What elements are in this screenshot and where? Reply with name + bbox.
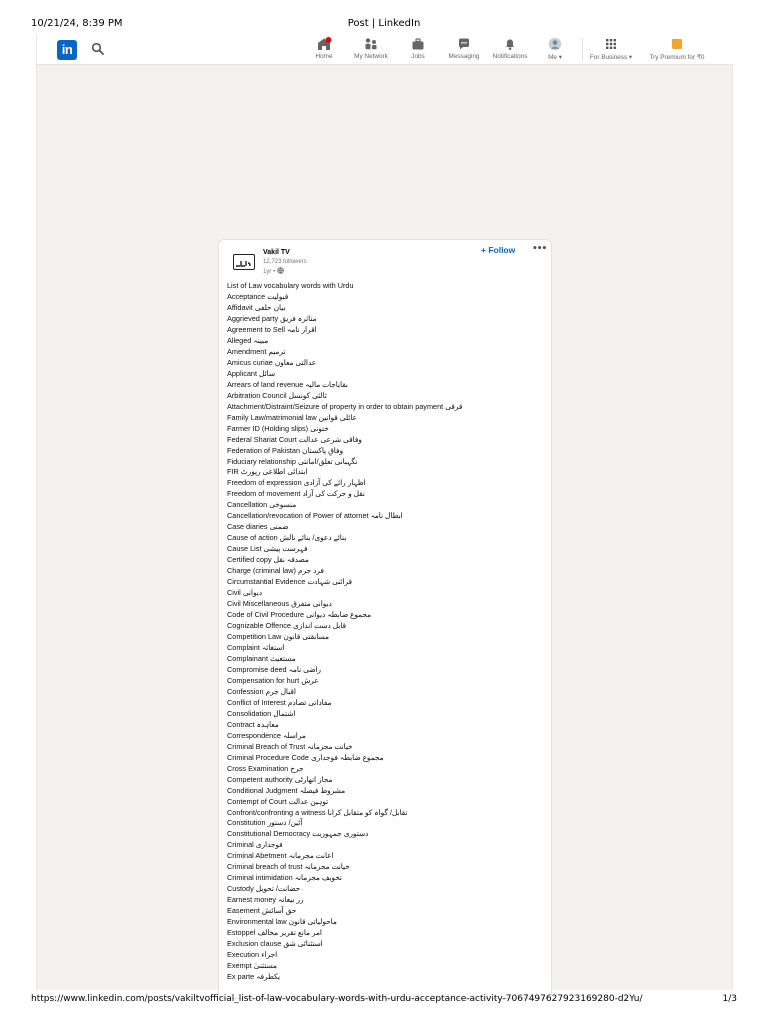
network-icon: [348, 37, 394, 51]
author-name[interactable]: Vakil TV: [263, 249, 290, 256]
post-time: 1yr •: [263, 269, 276, 275]
linkedin-logo[interactable]: in: [57, 40, 77, 60]
post-text-line: Conflict of Interest مفاداتی تصادم: [227, 697, 332, 707]
nav-for-business[interactable]: [586, 37, 636, 63]
print-page-number: 1/3: [722, 994, 737, 1004]
grid-icon: [586, 37, 636, 51]
post-text-line: Freedom of movement نقل و حرکت کی آزاد: [227, 489, 365, 499]
premium-icon: [642, 37, 712, 51]
linkedin-page: [36, 34, 733, 990]
post-text-line: Correspondence مراسلہ: [227, 730, 306, 740]
post-timestamp: [263, 267, 284, 275]
follow-button[interactable]: + Follow: [481, 245, 516, 255]
post-text-line: Complainant مستغیث: [227, 653, 296, 663]
nav-jobs-label: Jobs: [411, 53, 425, 60]
post-text-line: Circumstantial Evidence قرائنی شہادت: [227, 577, 352, 587]
nav-home[interactable]: [309, 37, 339, 63]
post-text-line: FIR ابتدائی اطلاعی رپورٹ: [227, 467, 308, 477]
nav-messaging[interactable]: [442, 37, 486, 63]
print-header: [0, 0, 768, 32]
post-text-line: Freedom of expression اظہار رائے کی آزادی: [227, 478, 366, 488]
post-text-line: Charge (criminal law) فرد جرم: [227, 566, 324, 576]
nav-notifications[interactable]: [488, 37, 532, 63]
post-text-line: Exclusion clause استثنائی شق: [227, 939, 323, 949]
global-nav: [37, 34, 734, 65]
post-text-line: Family Law/matrimonial law عائلی قوانین: [227, 412, 357, 422]
post-text-line: Constitution آئین/ دستور: [227, 818, 303, 828]
nav-me[interactable]: [542, 37, 568, 63]
post-text-line: Civil Miscellaneous دیوانی متفرق: [227, 599, 332, 609]
post-text-line: Case diaries ضمنی: [227, 522, 289, 532]
post-text-line: Aggrieved party متاثرہ فریق: [227, 313, 317, 323]
print-doc-title: Post | LinkedIn: [347, 18, 421, 29]
post-text-line: Estoppel امر مانع تقریر مخالف: [227, 928, 322, 938]
post-text-line: Competition Law مسابقتی قانون: [227, 632, 329, 641]
print-url: https://www.linkedin.com/posts/vakiltvofficial_list-of-law-vocabulary-words-with-urdu-acceptance-activity-7067497627923169280-d2Yu/: [31, 994, 643, 1004]
post-text-line: Certified copy مصدقہ نقل: [227, 555, 309, 565]
post-text-line: Consolidation اشتمال: [227, 708, 296, 718]
post-text-line: Execution اجراء: [227, 950, 278, 960]
post-text-line: Federation of Pakistan وفاقِ پاکستان: [227, 445, 343, 455]
avatar: [542, 37, 568, 51]
post-text-line: Environmental law ماحولیاتی قانون: [227, 917, 337, 927]
post-text-line: Earnest money زر بیعانہ: [227, 895, 304, 905]
post-text-line: Competent authority مجاز اتھارٹی: [227, 774, 333, 784]
post-text-line: Cross Examination جرح: [227, 763, 304, 773]
jobs-icon: [404, 37, 432, 51]
post-text-line: Affidavit بیان حلفی: [227, 302, 286, 312]
nav-home-label: Home: [315, 53, 333, 60]
post-text-line: Arrears of land revenue بقایاجات مالیہ: [227, 379, 348, 389]
nav-try-premium[interactable]: [642, 37, 712, 63]
post-text-line: Arbitration Council ثالثی کونسل: [227, 390, 327, 400]
more-options-icon[interactable]: •••: [532, 244, 547, 254]
post-text-line: Compensation for hurt عرش: [227, 675, 319, 685]
post-text-line: Agreement to Sell اقرار نامہ: [227, 324, 317, 334]
nav-try-premium-label: Try Premium for ₹0: [649, 54, 705, 61]
nav-notifications-label: Notifications: [492, 53, 528, 60]
post-text-line: Fiduciary relationship نگہبانی تعلق/امانتی: [227, 456, 358, 466]
post-text-line: Compromise deed راضی نامہ: [227, 664, 321, 674]
post-text-line: List of Law vocabulary words with Urdu: [227, 281, 354, 290]
post-text-line: Contract معاہدہ: [227, 719, 279, 729]
nav-for-business-label: For Business: [589, 54, 628, 61]
post-text-line: Criminal Procedure Code مجموع ضابطہ فوجداری: [227, 752, 384, 762]
post-text-line: Amicus curiae عدالتی معاون: [227, 357, 317, 367]
nav-my-network[interactable]: [348, 37, 394, 63]
post-text-line: Alleged مبینہ: [227, 335, 269, 345]
post-text-line: Confront/confronting a witness تقابل/ گواہ کو متقابل کرانا: [227, 807, 408, 817]
post-text-line: Attachment/Distraint/Seizure of property in order to obtain payment قرقی: [227, 401, 463, 411]
chevron-down-icon: ▾: [627, 54, 633, 61]
post-text-line: Ex parte یکطرفہ: [227, 972, 281, 982]
nav-me-label: Me: [548, 54, 557, 61]
post-text-line: Cognizable Offence قابل دست اندازی: [227, 621, 347, 631]
post-text-line: Federal Shariat Court وفاقی شرعی عدالت: [227, 434, 362, 444]
post-text-line: Code of Civil Procedure مجموع ضابطہ دیوانی: [227, 610, 372, 620]
post-text-line: Conditional Judgment مشروط فیصلہ: [227, 785, 346, 795]
post-text-line: Civil دیوانی: [227, 588, 263, 598]
nav-messaging-label: Messaging: [448, 53, 480, 60]
post-text-line: Cancellation/revocation of Power of attornet ابطال نامہ: [227, 511, 403, 521]
post-text-line: Constitutional Democracy دستوری جمہوریت: [227, 829, 369, 839]
post-text-line: Criminal breach of trust خیانت مجرمانہ: [227, 862, 350, 872]
post-text-line: Contempt of Court توہین عدالت: [227, 796, 329, 806]
bell-icon: [488, 37, 532, 51]
post-text-line: Complaint استغاثہ: [227, 642, 285, 652]
post-text-line: Cause List فہرست پیشی: [227, 544, 308, 554]
author-followers: 12,723 followers: [263, 259, 307, 265]
post-body: [227, 281, 547, 983]
home-icon: [309, 37, 339, 51]
post-text-line: Amendment ترمیم: [227, 346, 286, 356]
messaging-icon: [442, 37, 486, 51]
post-text-line: Criminal Abetment اعانت مجرمانہ: [227, 851, 334, 861]
globe-icon: [277, 267, 284, 274]
post-text-line: Custody حضانت/ تحویل: [227, 884, 301, 894]
print-datetime: 10/21/24, 8:39 PM: [31, 18, 123, 29]
post-text-line: Criminal فوجداری: [227, 840, 283, 850]
post-text-line: Confession اقبال جرم: [227, 686, 296, 696]
post-text-line: Acceptance قبولیت: [227, 291, 289, 301]
post-text-line: Easement حق آسائش: [227, 906, 297, 916]
chevron-down-icon: ▾: [556, 54, 562, 61]
nav-jobs[interactable]: [404, 37, 432, 63]
post-text-line: Farmer ID (Holding slips) ختونی: [227, 423, 329, 433]
search-icon[interactable]: [91, 42, 105, 56]
post-text-line: Criminal intimidation تخویف مجرمانہ: [227, 873, 342, 883]
post-text-line: Applicant سائل: [227, 368, 275, 378]
nav-my-network-label: My Network: [354, 53, 388, 60]
post-text-line: Cancellation منسوخی: [227, 500, 297, 510]
nav-divider: [582, 38, 583, 62]
author-logo-icon[interactable]: [233, 254, 255, 270]
post-card: [218, 239, 552, 999]
post-text-line: Cause of action بنائے دعوی/ بنائے نالش: [227, 533, 347, 543]
post-text-line: Exempt مستثنیٰ: [227, 961, 277, 971]
post-text-line: Criminal Breach of Trust خیانت مجرمانہ: [227, 741, 353, 751]
